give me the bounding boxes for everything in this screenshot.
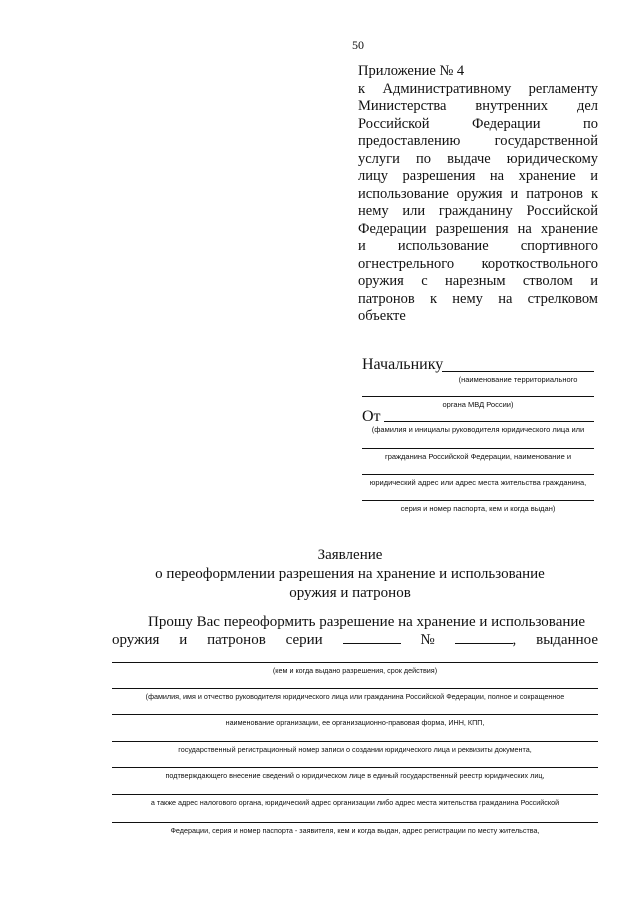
word-serii: серии (285, 632, 323, 648)
appendix-line: услуги по выдаче юридическому (358, 150, 598, 167)
appendix-line: огнестрельного короткоствольного (358, 255, 598, 272)
form-line[interactable] (112, 688, 598, 689)
from-field-2[interactable] (362, 448, 594, 449)
word-vydannoe: выданное (536, 632, 598, 648)
appendix-line: к Административному регламенту (358, 80, 598, 97)
word-oruzhiya: оружия (112, 632, 160, 648)
appendix-line: лицу разрешения на хранение и (358, 168, 598, 184)
from-label: От (362, 408, 381, 425)
form-caption: государственный регистрационный номер записи о создании юридического лица и реквизиты документа, (178, 745, 532, 754)
appendix-line: патронов к нему на стрелковом (358, 290, 598, 307)
form-caption: а также адрес налогового органа, юридический адрес организации либо адрес места жительства гражданина Российской (150, 798, 560, 807)
appendix-line: Российской Федерации по (358, 115, 598, 132)
appendix-line: Министерства внутренних дел (358, 98, 598, 114)
heading-title: Заявление (317, 547, 383, 563)
from-field-4[interactable] (362, 500, 594, 501)
form-line[interactable] (112, 794, 598, 795)
appendix-line: оружия с нарезным стволом и (358, 273, 598, 289)
request-line-2 (112, 632, 598, 649)
statement-heading (60, 546, 640, 603)
comma: , (512, 632, 517, 648)
page-number: 50 (352, 38, 364, 52)
from-caption-4: серия и номер паспорта, кем и когда выдан) (400, 504, 556, 513)
heading-subtitle-2: оружия и патронов (289, 585, 411, 601)
appendix-line: объекте (358, 308, 406, 324)
appendix-line: предоставлению государственной (358, 133, 598, 149)
appendix-block (358, 63, 598, 326)
from-field[interactable] (384, 421, 594, 422)
to-caption-2: органа МВД России) (442, 400, 514, 409)
form-line[interactable] (112, 662, 598, 663)
number-group (455, 632, 517, 649)
form-caption: подтверждающего внесение сведений о юридическом лице в единый государственный реестр юридических лиц, (165, 771, 545, 780)
from-field-3[interactable] (362, 474, 594, 475)
form-line[interactable] (112, 741, 598, 742)
form-line[interactable] (112, 714, 598, 715)
form-caption: (фамилия, имя и отчество руководителя юридического лица или гражданина Российской Федерации, полное и сокращенное (145, 692, 565, 701)
from-caption-3: юридический адрес или адрес места жительства гражданина, (369, 478, 587, 487)
from-caption: (фамилия и инициалы руководителя юридического лица или (371, 425, 585, 434)
request-line-1: Прошу Вас переоформить разрешение на хранение и использование (148, 614, 586, 630)
number-field[interactable] (455, 643, 513, 644)
number-sign: № (420, 632, 435, 648)
word-i: и (179, 632, 188, 648)
form-caption: Федерации, серия и номер паспорта - заявителя, кем и когда выдан, адрес регистрации по месту жительства, (170, 826, 540, 835)
appendix-line: Федерации разрешения на хранение (358, 220, 598, 237)
appendix-title: Приложение № 4 (358, 63, 465, 79)
appendix-line: и использование спортивного (358, 238, 598, 254)
appendix-line: использование оружия и патронов к (358, 185, 598, 202)
series-field[interactable] (343, 643, 401, 644)
form-line[interactable] (112, 767, 598, 768)
from-caption-2: гражданина Российской Федерации, наименование и (384, 452, 572, 461)
to-field-2[interactable] (362, 396, 594, 397)
appendix-line: нему или гражданину Российской (358, 203, 598, 219)
form-caption: наименование организации, ее организационно-правовая форма, ИНН, КПП, (225, 718, 485, 727)
word-patronov: патронов (207, 632, 266, 648)
to-field[interactable] (442, 371, 594, 372)
to-caption: (наименование территориального (458, 375, 578, 384)
form-line[interactable] (112, 822, 598, 823)
to-label: Начальнику (362, 356, 444, 373)
heading-subtitle: о переоформлении разрешения на хранение и использование (155, 566, 545, 582)
form-caption: (кем и когда выдано разрешения, срок действия) (272, 666, 438, 675)
